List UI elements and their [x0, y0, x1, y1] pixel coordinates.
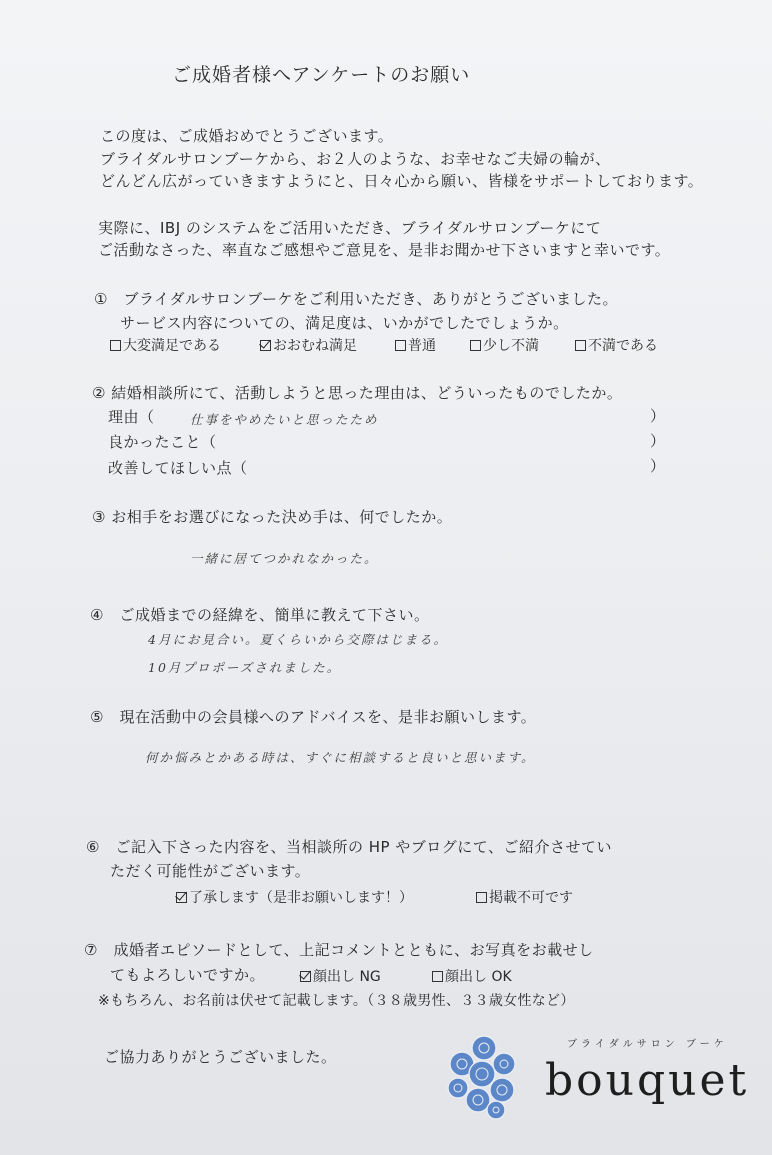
q4-question: ④ ご成婚までの経緯を、簡単に教えて下さい。	[90, 606, 430, 624]
checkbox[interactable]	[476, 892, 487, 903]
checkbox[interactable]	[395, 340, 406, 351]
q1-option-normal[interactable]: 普通	[395, 335, 436, 355]
q6-question: ⑥ ご記入下さった内容を、当相談所の HP やブログにて、ご紹介させてい	[86, 838, 613, 856]
q1-option-mostly-satisfied[interactable]: おおむね満足	[260, 335, 357, 355]
q3-answer: 一緒に居てつかれなかった。	[190, 551, 379, 566]
q2-good-label: 良かったこと（	[108, 433, 217, 451]
q7-question: ⑦ 成婚者エピソードとして、上記コメントとともに、お写真をお載せし	[84, 941, 594, 959]
q2-improve-label: 改善してほしい点（	[108, 459, 248, 477]
checkbox-checked[interactable]	[300, 971, 311, 982]
q6-option-agree[interactable]: 了承します（是非お願いします！）	[176, 887, 413, 907]
checkbox[interactable]	[470, 340, 481, 351]
q7-option-face-ng[interactable]: 顔出し NG	[300, 966, 381, 986]
q4-answer-line-1: 4月にお見合い。夏くらいから交際はじまる。	[148, 632, 448, 647]
q2-reason-close: ）	[650, 407, 666, 425]
rose-bouquet-logo-icon	[438, 1032, 528, 1122]
brand-subtitle: ブライダルサロン ブーケ	[567, 1039, 728, 1050]
q1-subquestion: サービス内容についての、満足度は、いかがでしたでしょうか。	[120, 314, 569, 332]
q6-option-decline[interactable]: 掲載不可です	[476, 887, 573, 907]
q1-question: ① ブライダルサロンブーケをご利用いただき、ありがとうございました。	[94, 290, 618, 308]
q6-question-cont: ただく可能性がございます。	[110, 862, 311, 880]
q5-question: ⑤ 現在活動中の会員様へのアドバイスを、是非お願いします。	[90, 708, 537, 726]
q1-option-slightly-dissatisfied[interactable]: 少し不満	[470, 335, 539, 355]
intro-line-5: ご活動なさった、率直なご感想やご意見を、是非お聞かせ下さいますと幸いです。	[98, 241, 671, 259]
checkbox-checked[interactable]	[260, 340, 271, 351]
q1-option-very-satisfied[interactable]: 大変満足である	[110, 335, 221, 355]
q7-question-cont: てもよろしいですか。	[110, 966, 266, 984]
intro-line-4: 実際に、IBJ のシステムをご活用いただき、ブライダルサロンブーケにて	[98, 219, 602, 237]
q1-option-dissatisfied[interactable]: 不満である	[575, 335, 658, 355]
intro-line-1: この度は、ご成婚おめでとうございます。	[100, 127, 394, 145]
checkbox[interactable]	[432, 971, 443, 982]
checkbox[interactable]	[110, 340, 121, 351]
checkbox[interactable]	[575, 340, 586, 351]
q2-reason-label: 理由（	[108, 408, 155, 426]
brand-name: bouquet	[545, 1055, 750, 1106]
intro-line-3: どんどん広がっていきますようにと、日々心から願い、皆様をサポートしております。	[100, 172, 704, 190]
q3-question: ③ お相手をお選びになった決め手は、何でしたか。	[92, 508, 453, 526]
q2-improve-close: ）	[650, 457, 666, 475]
q4-answer-line-2: 10月プロポーズされました。	[148, 660, 342, 675]
q5-answer: 何か悩みとかある時は、すぐに相談すると良いと思います。	[145, 750, 536, 765]
q7-option-face-ok[interactable]: 顔出し OK	[432, 966, 512, 986]
checkbox-checked[interactable]	[176, 892, 187, 903]
q2-reason-answer: 仕事をやめたいと思ったため	[190, 412, 379, 427]
intro-line-2: ブライダルサロンブーケから、お２人のような、お幸せなご夫婦の輪が、	[100, 150, 611, 168]
closing-message: ご協力ありがとうございました。	[104, 1048, 337, 1066]
survey-title: ご成婚者様へアンケートのお願い	[172, 64, 471, 86]
q7-note: ※もちろん、お名前は伏せて記載します。（３８歳男性、３３歳女性など）	[98, 993, 575, 1009]
q2-good-close: ）	[650, 432, 666, 450]
q2-question: ② 結婚相談所にて、活動しようと思った理由は、どういったものでしたか。	[92, 384, 623, 402]
